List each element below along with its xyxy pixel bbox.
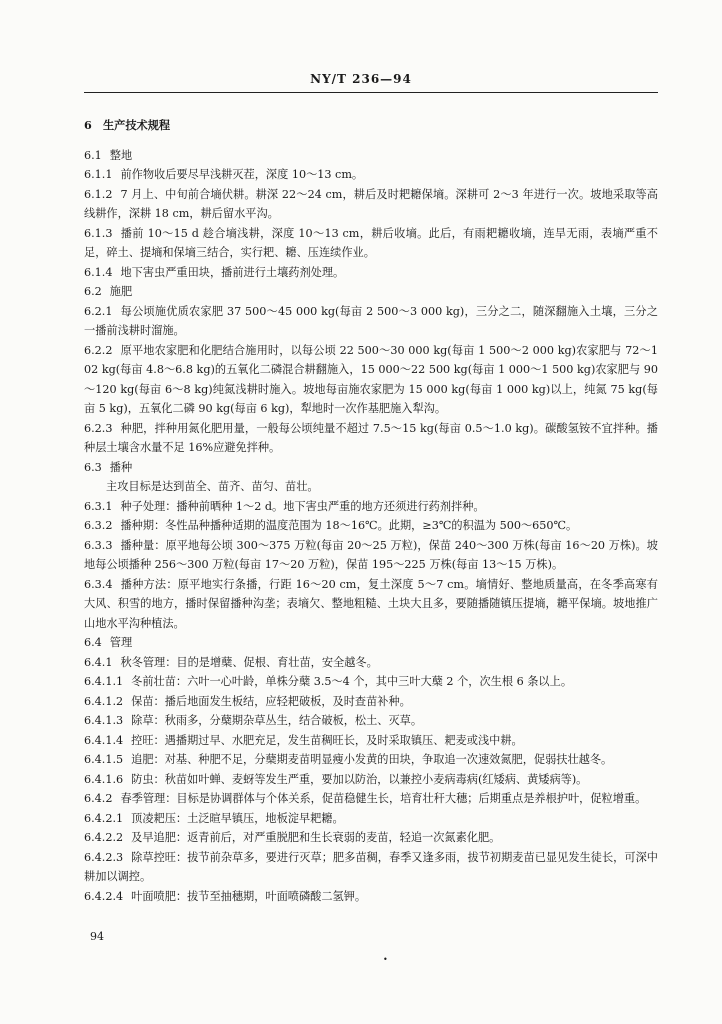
clause-text: 春季管理：目标是协调群体与个体关系，促苗稳健生长，培育壮秆大穗；后期重点是养根护叶，促粒增重。 (120, 792, 647, 805)
clause-heading (84, 282, 658, 302)
clause-paragraph (84, 692, 658, 712)
clause-paragraph (84, 263, 658, 283)
clause-number: 6.2 (84, 285, 102, 298)
clause-number: 6.4 (84, 636, 102, 649)
clause-number: 6.1.4 (84, 265, 113, 279)
clause-text: 除草：秋雨多，分蘖期杂草丛生，结合破板，松土、灭草。 (131, 714, 423, 727)
clause-text: 冬前壮苗：六叶一心叶龄，单株分蘖 3.5～4 个，其中三叶大蘖 2 个，次生根 6 条以上。 (131, 675, 573, 688)
clause-number: 6.1.1 (84, 168, 113, 181)
section-title: 6 生产技术规程 (84, 118, 171, 132)
clause-text: 播种 (109, 460, 133, 474)
clause-text: 及早追肥：返青前后，对严重脱肥和生长衰弱的麦苗，轻追一次氮素化肥。 (131, 831, 501, 844)
clause-paragraph (84, 419, 658, 458)
clause-text: 播种量：原平地每公顷 300～375 万粒(每亩 20～25 万粒)，保苗 240～300 万株(每亩 16～20 万株)。坡地每公顷播种 256～300 万粒(每亩 17～20 万粒)，保苗 195～225 万株(每亩 13～15 万株)。 (84, 538, 658, 571)
clause-text: 7 月上、中旬前合墒伏耕。耕深 22～24 cm，耕后及时耙耱保墒。深耕可 2～3 年进行一次。坡地采取等高线耕作，深耕 18 cm，耕后留水平沟。 (84, 187, 658, 220)
clause-number: 6.3.4 (84, 577, 113, 591)
clause-paragraph (84, 770, 658, 790)
clause-heading (84, 146, 658, 166)
clause-text: 管理 (109, 636, 133, 649)
clause-text: 除草控旺：拔节前杂草多，要进行灭草；肥多苗稠，春季又逢多雨，拔节初期麦苗已显见发生徒长，可深中耕加以调控。 (84, 850, 658, 883)
clause-paragraph (84, 575, 658, 634)
clause-number: 6.4.2.1 (84, 811, 124, 825)
document-body (84, 112, 658, 906)
clause-text: 前作物收后要尽早浅耕灭茬，深度 10～13 cm。 (120, 168, 364, 181)
clause-text: 秋冬管理：目的是增蘖、促根、育壮苗，安全越冬。 (120, 655, 378, 669)
clause-number: 6.4.1.1 (84, 675, 124, 688)
clause-number: 6.3.2 (84, 519, 113, 532)
clause-text: 控旺：遇播期过早、水肥充足，发生苗稠旺长，及时采取镇压、耙麦或浅中耕。 (131, 733, 523, 747)
clause-text: 种子处理：播种前晒种 1～2 d。地下害虫严重的地方还须进行药剂拌种。 (120, 499, 485, 513)
clause-paragraph (84, 828, 658, 848)
clause-text: 种肥，拌种用氮化肥用量，一般每公顷纯量不超过 7.5～15 kg(每亩 0.5～1.0 kg)。碳酸氢铵不宜拌种。播种层土壤含水量不足 16%应避免拌种。 (84, 421, 658, 454)
clause-paragraph (84, 185, 658, 224)
clause-paragraph (84, 809, 658, 829)
clause-number: 6.1 (84, 148, 102, 162)
page-header: NY/T 236—94 (310, 72, 412, 86)
clause-number: 6.4.1.6 (84, 772, 124, 786)
clause-heading (84, 633, 658, 653)
clause-number: 6.4.1.5 (84, 753, 124, 766)
clause-text: 施肥 (109, 285, 133, 298)
clause-number: 6.3.3 (84, 538, 113, 552)
clause-paragraph (84, 711, 658, 731)
clause-paragraph (84, 731, 658, 751)
clause-text: 顶凌耙压：土泛暄早镇压，地板淀早耙耱。 (131, 811, 344, 825)
clause-paragraph (84, 536, 658, 575)
clause-text: 原平地农家肥和化肥结合施用时，以每公顷 22 500～30 000 kg(每亩 1 500～2 000 kg)农家肥与 72～102 kg(每亩 4.8～6.8 kg)的五氧化二磷混合耕翻施入，15 000～22 500 kg(每亩 1 000～1 500 kg)农家肥与 90～120 kg(每亩 6～8 kg)纯氮浅耕时施入。坡地每亩施农家肥为 15 000 kg(每亩 1 000 kg)以上，纯氮 75 kg(每亩 5 kg)，五氧化二磷 90 kg(每亩 6 kg)，犁地时一次作基肥施入犁沟。 (84, 343, 658, 415)
clause-text: 叶面喷肥：拔节至抽穗期，叶面喷磷酸二氢钾。 (131, 889, 367, 903)
page-number: 94 (90, 930, 104, 943)
clause-number: 6.4.1 (84, 655, 113, 669)
clause-text: 保苗：播后地面发生板结，应轻耙破板，及时查苗补种。 (131, 694, 411, 708)
clause-paragraph (84, 477, 658, 497)
clause-paragraph (84, 887, 658, 907)
clause-paragraph (84, 497, 658, 517)
clause-paragraph (84, 341, 658, 419)
clause-paragraph (84, 750, 658, 770)
clause-number: 6.4.1.2 (84, 694, 124, 708)
clause-text: 整地 (109, 148, 133, 162)
clause-paragraph (84, 653, 658, 673)
clause-number: 6.2.1 (84, 304, 113, 318)
clause-paragraph (84, 302, 658, 341)
clause-text: 播前 10～15 d 趁合墒浅耕，深度 10～13 cm，耕后收墒。此后，有雨耙耱收墒，连旱无雨，表墒严重不足，碎土、提墒和保墒三结合，实行耙、耱、压连续作业。 (84, 226, 658, 259)
clause-paragraph (84, 672, 658, 692)
clause-number: 6.4.2.2 (84, 831, 124, 844)
clause-text: 播种期：冬性品种播种适期的温度范围为 18～16℃。此期，≥3℃的积温为 500～650℃。 (120, 519, 578, 532)
clause-paragraph (84, 516, 658, 536)
clause-number: 6.1.3 (84, 226, 113, 240)
clause-text: 播种方法：原平地实行条播，行距 16～20 cm，复土深度 5～7 cm。墒情好、整地质量高，在冬季高寒有大风、积雪的地方，播时保留播种沟垄；表墒欠、整地粗糙、土块大且多，要随播随镇压提墒，耱平保墒。坡地推广山地水平沟种植法。 (84, 577, 658, 630)
clause-number: 6.2.3 (84, 421, 113, 435)
clause-number: 6.4.1.4 (84, 733, 124, 747)
clause-number: 6.4.2.3 (84, 850, 124, 864)
clause-number: 6.4.2.4 (84, 889, 124, 903)
clause-number: 6.1.2 (84, 187, 113, 201)
clause-number: 6.3.1 (84, 499, 113, 513)
clause-text: 地下害虫严重田块，播前进行土壤药剂处理。 (120, 265, 345, 279)
clause-paragraph (84, 789, 658, 809)
clause-number: 6.3 (84, 460, 102, 474)
clause-number: 6.4.1.3 (84, 714, 124, 727)
clause-text: 每公顷施优质农家肥 37 500～45 000 kg(每亩 2 500～3 000 kg)，三分之二，随深翻施入土壤，三分之一播前浅耕时溜施。 (84, 304, 658, 337)
clause-text: 防虫：秋苗如叶蝉、麦蚜等发生严重，要加以防治，以兼控小麦病毒病(红矮病、黄矮病等)。 (131, 772, 588, 786)
clause-paragraph (84, 848, 658, 887)
clause-text: 追肥：对基、种肥不足，分蘖期麦苗明显瘦小发黄的田块，争取追一次速效氮肥，促弱扶壮越冬。 (131, 753, 613, 766)
footer-mark: • (383, 955, 388, 964)
clause-number: 6.4.2 (84, 792, 113, 805)
clause-number: 6.2.2 (84, 343, 113, 357)
clause-paragraph (84, 224, 658, 263)
clause-text: 主攻目标是达到苗全、苗齐、苗匀、苗壮。 (106, 480, 319, 493)
header-rule (84, 92, 658, 93)
clause-heading (84, 458, 658, 478)
clause-paragraph (84, 165, 658, 185)
clause-list (84, 146, 658, 907)
